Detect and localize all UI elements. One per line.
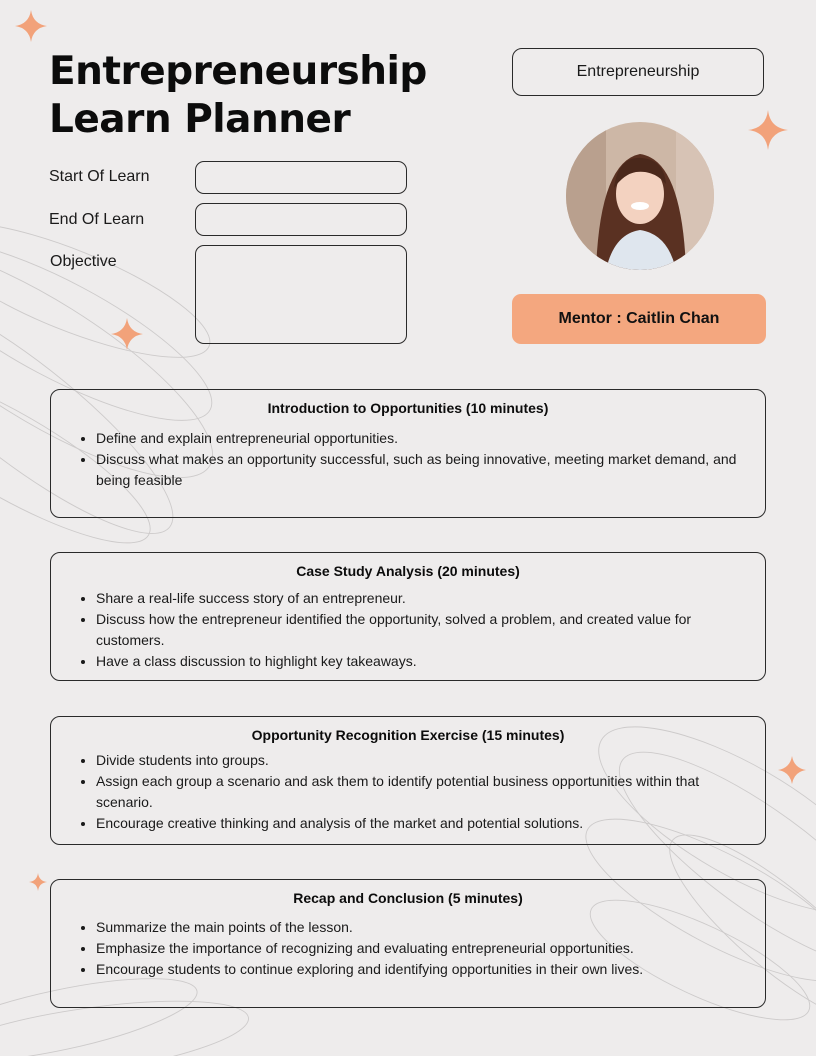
list-item: • Have a class discussion to highlight key takeaways. xyxy=(96,651,751,672)
list-item: • Summarize the main points of the lesson. xyxy=(96,917,751,938)
section-list xyxy=(51,750,751,834)
section-title: Case Study Analysis (20 minutes) xyxy=(296,563,520,579)
list-item: • Encourage creative thinking and analysis of the market and potential solutions. xyxy=(96,813,751,834)
sparkle-icon xyxy=(29,873,47,891)
sparkle-icon xyxy=(111,318,143,350)
page-title xyxy=(49,48,427,144)
list-item: • Share a real-life success story of an entrepreneur. xyxy=(96,588,751,609)
section-list xyxy=(51,428,751,491)
section-introduction xyxy=(50,389,766,518)
section-case-study xyxy=(50,552,766,681)
topic-box xyxy=(512,48,764,96)
list-item: • Define and explain entrepreneurial opportunities. xyxy=(96,428,751,449)
mentor-badge xyxy=(512,294,766,344)
title-line-2: Learn Planner xyxy=(49,97,351,142)
mentor-photo xyxy=(566,122,714,270)
list-item: • Encourage students to continue exploring and identifying opportunities in their own lives. xyxy=(96,959,751,980)
start-label: Start Of Learn xyxy=(49,168,150,185)
mentor-name: Mentor : Caitlin Chan xyxy=(558,310,720,327)
title-line-1: Entrepreneurship xyxy=(49,49,427,94)
list-item: • Divide students into groups. xyxy=(96,750,751,771)
start-date-field[interactable] xyxy=(195,161,407,194)
sparkle-icon xyxy=(15,10,47,42)
objective-label: Objective xyxy=(50,253,117,270)
end-label: End Of Learn xyxy=(49,211,145,228)
sparkle-icon xyxy=(778,756,806,784)
section-title: Opportunity Recognition Exercise (15 minutes) xyxy=(251,727,565,743)
list-item: • Discuss what makes an opportunity successful, such as being innovative, meeting market demand, and being feasible xyxy=(96,449,751,491)
objective-field[interactable] xyxy=(195,245,407,344)
section-list xyxy=(51,917,751,980)
list-item: • Discuss how the entrepreneur identified the opportunity, solved a problem, and created value for customers. xyxy=(96,609,751,651)
list-item: • Emphasize the importance of recognizing and evaluating entrepreneurial opportunities. xyxy=(96,938,751,959)
section-title: Recap and Conclusion (5 minutes) xyxy=(293,890,523,906)
section-opportunity-exercise xyxy=(50,716,766,845)
section-list xyxy=(51,588,751,672)
section-title: Introduction to Opportunities (10 minutes) xyxy=(267,400,549,416)
end-date-field[interactable] xyxy=(195,203,407,236)
sparkle-icon xyxy=(748,110,788,150)
list-item: • Assign each group a scenario and ask them to identify potential business opportunities within that scenario. xyxy=(96,771,751,813)
topic-label: Entrepreneurship xyxy=(576,63,700,80)
section-recap xyxy=(50,879,766,1008)
